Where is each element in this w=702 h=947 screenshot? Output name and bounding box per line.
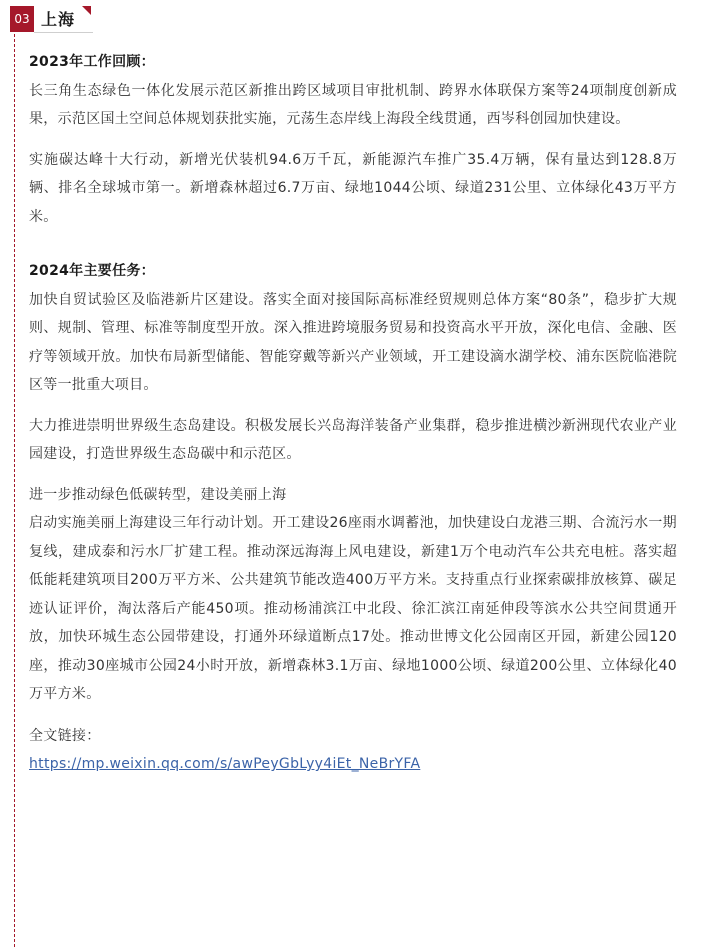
dashed-divider (14, 34, 15, 947)
tasks-paragraph-1: 加快自贸试验区及临港新片区建设。落实全面对接国际高标准经贸规则总体方案“80条”，稳步扩大规则、规制、管理、标准等制度型开放。深入推进跨境服务贸易和投资高水平开放，深化电信、金融、医疗等领域开放。加快布局新型储能、智能穿戴等新兴产业领域，开工建设滴水湖学校、浦东医院临港院区等一批重大项目。 (29, 291, 677, 393)
full-text-label: 全文链接： (29, 727, 101, 744)
article-content (29, 48, 677, 779)
full-text-link[interactable]: https://mp.weixin.qq.com/s/awPeyGbLyy4iEt_NeBrYFA (29, 756, 421, 772)
tasks-paragraph-2: 大力推进崇明世界级生态岛建设。积极发展长兴岛海洋装备产业集群，稳步推进横沙新洲现代农业产业园建设，打造世界级生态岛碳中和示范区。 (29, 417, 677, 462)
review-heading: 2023年工作回顾： (29, 54, 155, 70)
tasks-paragraph-3: 启动实施美丽上海建设三年行动计划。开工建设26座雨水调蓄池，加快建设白龙港三期、合流污水一期复线，建成泰和污水厂扩建工程。推动深远海海上风电建设，新建1万个电动汽车公共充电桩。落实超低能耗建筑项目200万平方米、公共建筑节能改造400万平方米。支持重点行业探索碳排放核算、碳足迹认证评价，淘汰落后产能450项。推动杨浦滨江中北段、徐汇滨江南延伸段等滨水公共空间贯通开放，加快环城生态公园带建设，打通外环绿道断点17处。推动世博文化公园南区开园，新建公园120座，推动30座城市公园24小时开放，新增森林3.1万亩、绿地1000公顷、绿道200公里、立体绿化40万平方米。 (29, 515, 677, 702)
section-title: 上海 (41, 10, 76, 29)
section-header (10, 6, 93, 32)
review-paragraph-2: 实施碳达峰十大行动，新增光伏装机94.6万千瓦，新能源汽车推广35.4万辆，保有量达到128.8万辆、排名全球城市第一。新增森林超过6.7万亩、绿地1044公顷、绿道231公里、立体绿化43万平方米。 (29, 151, 677, 225)
review-paragraph-1: 长三角生态绿色一体化发展示范区新推出跨区域项目审批机制、跨界水体联保方案等24项制度创新成果，示范区国土空间总体规划获批实施，元荡生态岸线上海段全线贯通，西岑科创园加快建设。 (29, 82, 677, 127)
tasks-subheading: 进一步推动绿色低碳转型，建设美丽上海 (29, 486, 287, 503)
section-number-badge: 03 (10, 6, 34, 32)
tasks-heading: 2024年主要任务： (29, 263, 155, 279)
corner-triangle-icon (82, 6, 91, 15)
section-title-box (34, 6, 93, 33)
